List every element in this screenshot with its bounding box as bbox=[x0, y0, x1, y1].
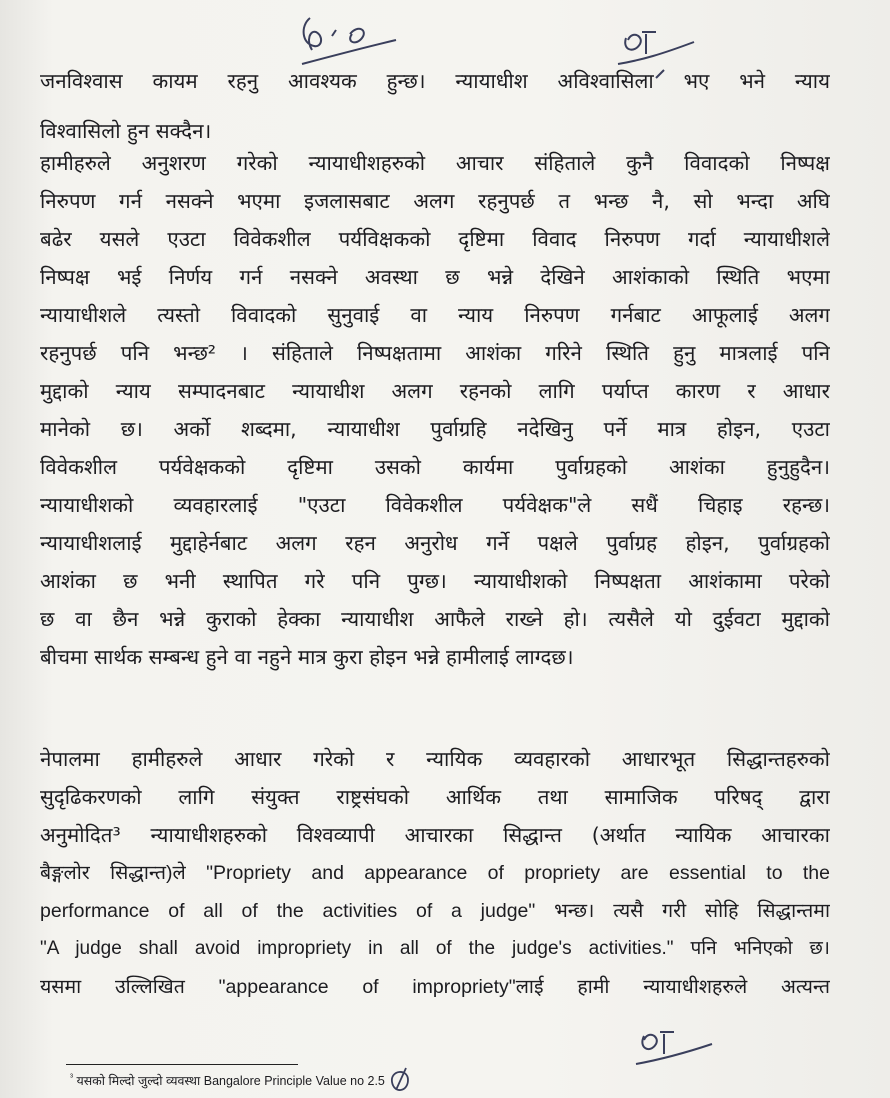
paragraph-line: हामीहरुले अनुशरण गरेको न्यायाधीशहरुको आचार संहिताले कुनै विवादको निष्पक्ष bbox=[40, 151, 830, 175]
footnote-circle-mark bbox=[386, 1064, 414, 1096]
initials-signature-icon bbox=[612, 20, 702, 90]
paragraph-line: रहनुपर्छ पनि भन्छ² । संहिताले निष्पक्षतामा आशंका गरिने स्थिति हुनु मात्रलाई पनि bbox=[40, 341, 830, 365]
paragraph-line: विश्वासिलो हुन सक्दैन। bbox=[40, 119, 212, 143]
footnote-mark: ³ bbox=[70, 1072, 73, 1082]
top-handwritten-number bbox=[292, 6, 402, 72]
paragraph-line: छ वा छैन भन्ने कुराको हेक्का न्यायाधीश आफैले राख्ने हो। त्यसैले यो दुईवटा मुद्दाको bbox=[40, 607, 830, 631]
paragraph-line: न्यायाधीशलाई मुद्दाहेर्नबाट अलग रहन अनुरोध गर्ने पक्षले पुर्वाग्रह होइन, पुर्वाग्रहको bbox=[40, 531, 830, 555]
footnote bbox=[70, 1072, 385, 1089]
paragraph-line: यसमा उल्लिखित "appearance of impropriety"लाई हामी न्यायाधीशहरुले अत्यन्त bbox=[40, 976, 830, 998]
footnote-divider bbox=[66, 1064, 298, 1065]
paragraph-line: न्यायाधीशले त्यस्तो विवादको सुनुवाई वा न्याय निरुपण गर्नबाट आफूलाई अलग bbox=[40, 303, 830, 327]
top-right-initials bbox=[612, 20, 702, 90]
paragraph-line: मुद्दाको न्याय सम्पादनबाट न्यायाधीश अलग रहनको लागि पर्याप्त कारण र आधार bbox=[40, 379, 830, 403]
paragraph-line: न्यायाधीशको व्यवहारलाई "एउटा विवेकशील पर्यवेक्षक"ले सधैं चिहाइ रहन्छ। bbox=[40, 493, 830, 517]
paragraph-line: मानेको छ। अर्को शब्दमा, न्यायाधीश पुर्वाग्रहि नदेखिनु पर्ने मात्र होइन, एउटा bbox=[40, 417, 830, 441]
paragraph-line: निष्पक्ष भई निर्णय गर्न नसक्ने अवस्था छ भन्ने देखिने आशंकाको स्थिति भएमा bbox=[40, 265, 830, 289]
paragraph-line: नेपालमा हामीहरुले आधार गरेको र न्यायिक व्यवहारको आधारभूत सिद्धान्तहरुको bbox=[40, 747, 830, 771]
paragraph-line: विवेकशील पर्यवेक्षकको दृष्टिमा उसको कार्यमा पुर्वाग्रहको आशंका हुनुहुदैन। bbox=[40, 455, 830, 479]
paragraph-line: आशंका छ भनी स्थापित गरे पनि पुग्छ। न्यायाधीशको निष्पक्षता आशंकामा परेको bbox=[40, 569, 830, 593]
paragraph-line: performance of all of the activities of a judge" भन्छ। त्यसै गरी सोहि सिद्धान्तमा bbox=[40, 900, 830, 922]
paragraph-line: बीचमा सार्थक सम्बन्ध हुने वा नहुने मात्र कुरा होइन भन्ने हामीलाई लाग्दछ। bbox=[40, 645, 574, 669]
paragraph-line: बढेर यसले एउटा विवेकशील पर्यविक्षकको दृष्टिमा विवाद निरुपण गर्दा न्यायाधीशले bbox=[40, 227, 830, 251]
footnote-text: यसको मिल्दो जुल्दो व्यवस्था Bangalore Principle Value no 2.5 bbox=[76, 1074, 385, 1089]
bottom-initials bbox=[628, 1024, 718, 1080]
initials-signature-icon bbox=[628, 1024, 718, 1080]
handwriting-mark-icon bbox=[292, 6, 402, 72]
paragraph-line: अनुमोदित³ न्यायाधीशहरुको विश्वव्यापी आचारका सिद्धान्त (अर्थात न्यायिक आचारका bbox=[40, 823, 830, 847]
paragraph-line: बैङ्गलोर सिद्धान्त)ले "Propriety and appearance of propriety are essential to the bbox=[40, 862, 830, 884]
paragraph-line: जनविश्वास कायम रहनु आवश्यक हुन्छ। न्यायाधीश अविश्वासिला भए भने न्याय bbox=[40, 69, 830, 93]
paragraph-line: निरुपण गर्न नसक्ने भएमा इजलासबाट अलग रहनुपर्छ त भन्छ नै, सो भन्दा अघि bbox=[40, 189, 830, 213]
circle-mark-icon bbox=[386, 1064, 414, 1096]
paragraph-line: "A judge shall avoid impropriety in all of the judge's activities." पनि भनिएको छ। bbox=[40, 938, 830, 959]
paragraph-line: सुदृढिकरणको लागि संयुक्त राष्ट्रसंघको आर्थिक तथा सामाजिक परिषद् द्वारा bbox=[40, 785, 830, 809]
